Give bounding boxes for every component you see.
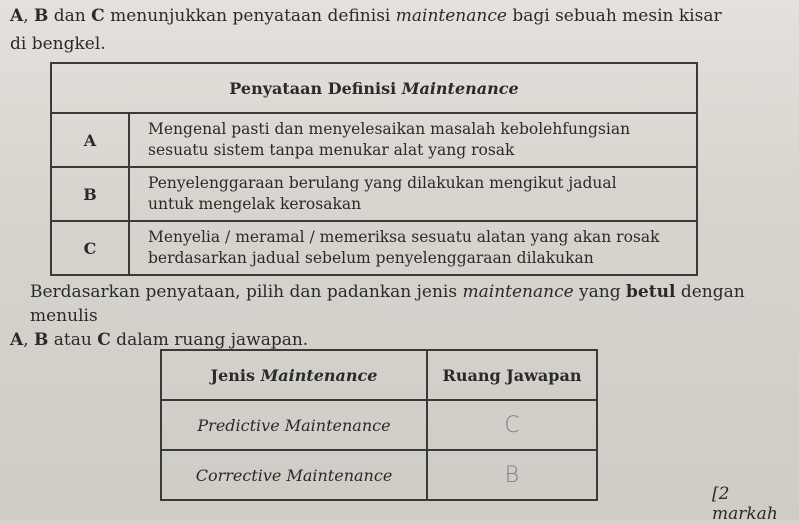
letter-b: B [34, 6, 49, 26]
maintenance-type: Predictive Maintenance [161, 400, 427, 450]
answer-table [160, 349, 598, 501]
header-text: Jenis [210, 365, 261, 385]
row-description [129, 167, 697, 221]
answer-space[interactable]: B [427, 450, 597, 500]
question-text-part: dalam ruang jawapan. [110, 330, 309, 350]
intro-text [10, 2, 795, 58]
question-text-part: yang [573, 282, 627, 302]
letter-c: C [91, 6, 105, 26]
intro-sep: dan [48, 6, 92, 26]
answer-header-space: Ruang Jawapan [427, 350, 597, 400]
row-letter: A [51, 113, 129, 167]
intro-text-part: menunjukkan penyataan definisi [104, 6, 396, 26]
question-line-1 [10, 280, 795, 328]
letter-a: A [10, 6, 24, 26]
question-text-part: Berdasarkan penyataan, pilih dan padankan jenis [30, 282, 463, 302]
answer-header-type [161, 350, 427, 400]
description-line: Menyelia / meramal / memeriksa sesuatu alatan yang akan rosak [148, 228, 660, 246]
question-text [10, 280, 795, 352]
answer-table-header-row [161, 350, 597, 400]
answer-space[interactable]: C [427, 400, 597, 450]
question-sep: , [23, 330, 35, 350]
definition-table-header-row [51, 63, 697, 113]
row-description [129, 221, 697, 275]
description-line: untuk mengelak kerosakan [148, 195, 362, 213]
definition-table-header [51, 63, 697, 113]
question-text-part: dengan menulis [30, 282, 745, 326]
header-term: Maintenance [401, 78, 519, 98]
row-letter: C [51, 221, 129, 275]
intro-sep: , [23, 6, 35, 26]
answer-row-corrective [161, 450, 597, 500]
letter-b: B [34, 330, 49, 350]
row-description [129, 113, 697, 167]
description-line: Mengenal pasti dan menyelesaikan masalah kebolehfungsian [148, 120, 631, 138]
definition-row-c [51, 221, 697, 275]
letter-c: C [97, 330, 111, 350]
intro-line-1 [10, 2, 795, 30]
marks-label: [2 markah [712, 484, 778, 524]
description-line: sesuatu sistem tanpa menukar alat yang rosak [148, 141, 515, 159]
header-text: Penyataan Definisi [229, 78, 402, 98]
description-line: Penyelenggaraan berulang yang dilakukan mengikut jadual [148, 174, 617, 192]
maintenance-type: Corrective Maintenance [161, 450, 427, 500]
description-line: berdasarkan jadual sebelum penyelenggaraan dilakukan [148, 249, 594, 267]
intro-line-2: di bengkel. [10, 34, 106, 54]
question-emphasis: betul [626, 282, 676, 302]
row-letter: B [51, 167, 129, 221]
intro-term: maintenance [395, 6, 507, 26]
definition-row-b [51, 167, 697, 221]
header-term: Maintenance [260, 365, 378, 385]
answer-row-predictive [161, 400, 597, 450]
question-sep: atau [48, 330, 98, 350]
definition-table [50, 62, 698, 276]
letter-a: A [10, 330, 24, 350]
intro-text-part: bagi sebuah mesin kisar [506, 6, 722, 26]
question-term: maintenance [462, 282, 574, 302]
definition-row-a [51, 113, 697, 167]
